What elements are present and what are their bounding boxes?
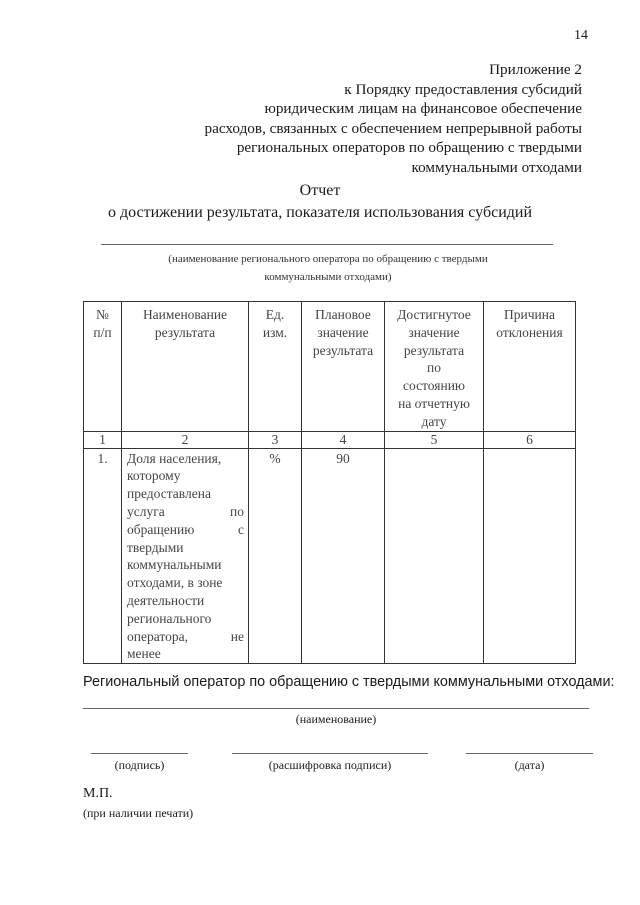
header-text: результата — [312, 342, 374, 358]
planned-value-cell: 90 — [302, 448, 385, 664]
header-text: дату — [421, 413, 447, 429]
appendix-line: к Порядку предоставления субсидий — [344, 80, 582, 98]
result-name-line: обращению с — [127, 521, 244, 537]
signature-line — [91, 753, 188, 754]
header-text: Плановое — [315, 307, 371, 322]
header-text: № — [96, 307, 109, 322]
header-text: состоянию — [402, 378, 466, 394]
table-header-row — [84, 302, 576, 432]
appendix-line: Приложение 2 — [489, 61, 582, 78]
date-caption: (дата) — [514, 758, 545, 772]
appendix-line: коммунальными отходами — [411, 158, 582, 176]
header-text: значение — [317, 324, 369, 340]
result-name-line: деятельности — [127, 592, 205, 608]
header-text: отклонения — [496, 324, 563, 340]
unit-cell: % — [249, 448, 302, 664]
operator-name-field-line — [83, 708, 589, 709]
column-number: 3 — [249, 431, 302, 448]
deviation-reason-cell — [484, 448, 576, 664]
header-result-name — [122, 302, 249, 432]
column-number-row — [84, 431, 576, 448]
report-title: Отчет — [299, 182, 341, 199]
header-unit — [249, 302, 302, 432]
column-number: 1 — [84, 431, 122, 448]
decode-caption: (расшифровка подписи) — [268, 758, 392, 772]
seal-note: (при наличии печати) — [83, 806, 194, 820]
result-name-line: Доля населения, — [127, 450, 222, 466]
caption-line: (наименование регионального оператора по обращению с твердыми — [168, 253, 488, 265]
appendix-header — [205, 60, 582, 177]
achieved-value-cell — [385, 448, 484, 664]
result-name-line: которому — [127, 468, 181, 484]
column-number: 6 — [484, 431, 576, 448]
result-name-line: твердыми — [127, 539, 184, 555]
caption-line: коммунальными отходами) — [264, 271, 392, 283]
header-text: результата — [403, 342, 465, 358]
sign-caption: (подпись) — [114, 758, 165, 772]
header-achieved — [385, 302, 484, 432]
column-number: 4 — [302, 431, 385, 448]
date-line — [466, 753, 593, 754]
column-number: 2 — [122, 431, 249, 448]
result-name-line: оператора, не — [127, 628, 244, 644]
header-text: Ед. — [265, 307, 285, 322]
result-name-line: коммунальными — [127, 557, 222, 573]
report-subtitle: о достижении результата, показателя использования субсидий — [107, 204, 533, 221]
header-reason — [484, 302, 576, 432]
row-number: 1. — [84, 448, 122, 664]
header-text: Наименование — [142, 307, 228, 322]
header-text: Достигнутое — [397, 307, 471, 322]
results-table — [83, 301, 576, 664]
operator-name-line — [101, 244, 553, 245]
header-text: по — [427, 360, 441, 376]
header-number — [84, 302, 122, 432]
column-number: 5 — [385, 431, 484, 448]
result-name-line: менее — [127, 646, 161, 662]
header-text: результата — [154, 324, 216, 340]
signature-decode-line — [232, 753, 428, 754]
result-name-line: предоставлена — [127, 486, 211, 502]
result-name-line: услуга по — [127, 503, 244, 519]
header-text: изм. — [262, 324, 288, 340]
report-title-block — [0, 180, 640, 224]
signature-heading: Региональный оператор по обращению с твердыми коммунальными отходами: — [83, 674, 615, 690]
stamp-place-label: М.П. — [83, 786, 113, 801]
table-row — [84, 448, 576, 664]
result-name-line: отходами, в зоне — [127, 575, 223, 591]
header-text: на отчетную — [398, 395, 470, 411]
result-name — [122, 448, 249, 664]
header-text: значение — [408, 324, 460, 340]
header-planned — [302, 302, 385, 432]
header-text: Причина — [504, 307, 555, 322]
operator-name-caption — [90, 250, 566, 286]
appendix-line: юридическим лицам на финансовое обеспечение — [264, 100, 582, 117]
page-number: 14 — [574, 28, 588, 43]
header-text: п/п — [93, 324, 112, 340]
name-caption: (наименование) — [295, 712, 377, 726]
appendix-line: региональных операторов по обращению с твердыми — [236, 139, 582, 156]
result-name-line: регионального — [127, 610, 212, 626]
appendix-line: расходов, связанных с обеспечением непрерывной работы — [204, 119, 582, 137]
